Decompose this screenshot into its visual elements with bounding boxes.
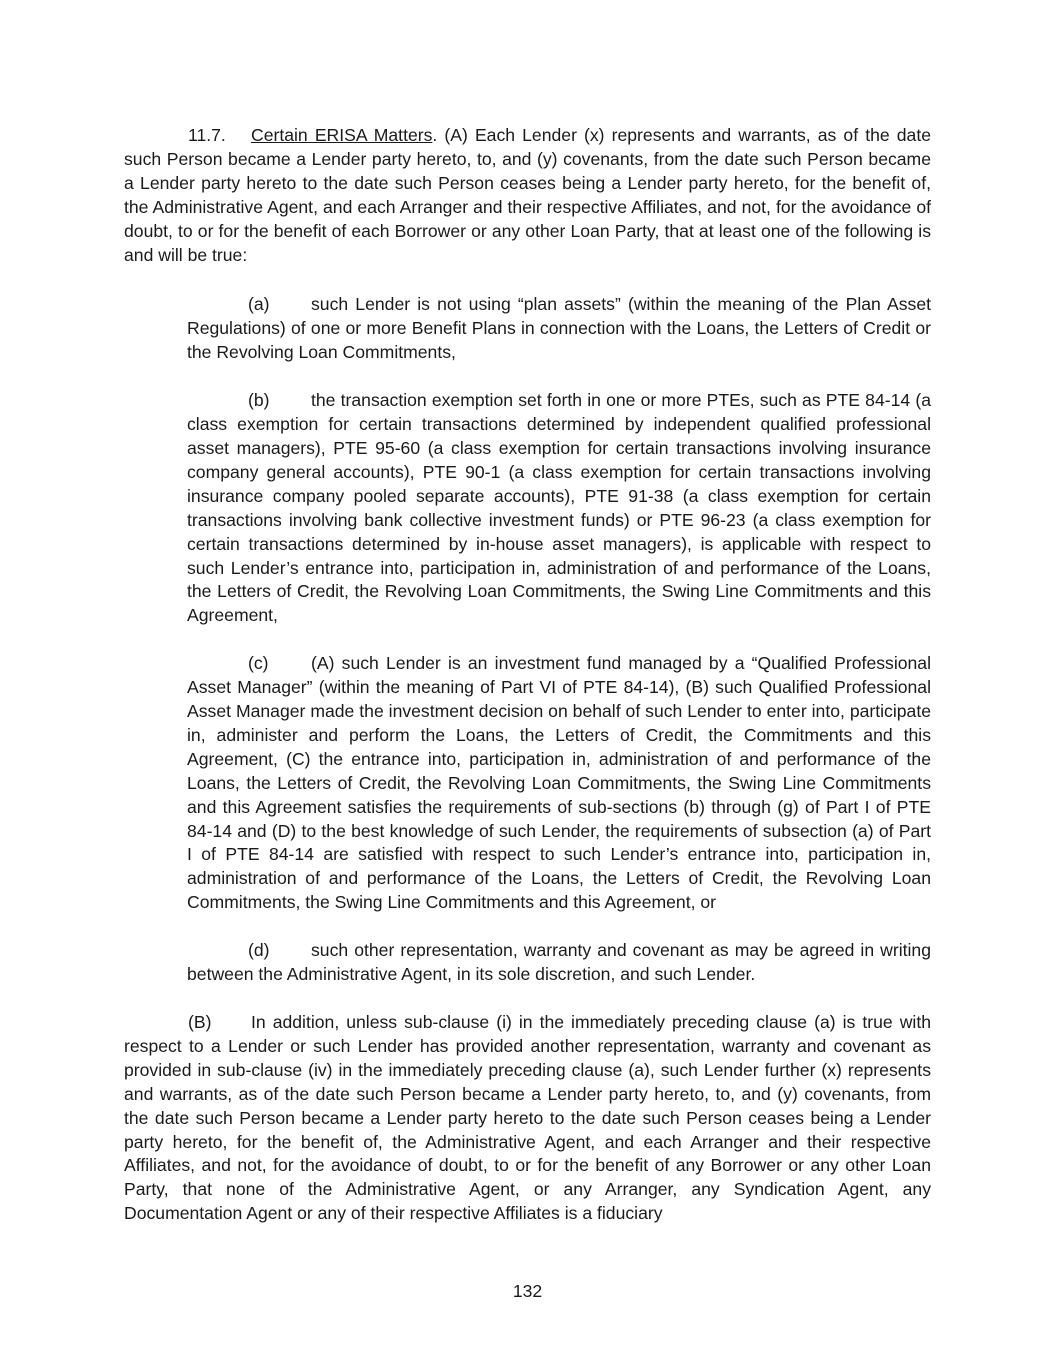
clause-b-label: (b) (248, 390, 270, 411)
clause-a-label: (a) (248, 294, 270, 315)
clause-a-text: such Lender is not using “plan assets” (within the meaning of the Plan Asset Regulations) of one or more Benefit Plans in connection with the Loans, the Letters of Credit or the Revolving Loan Commitments, (187, 294, 931, 363)
clause-c-text: (A) such Lender is an investment fund managed by a “Qualified Professional Asset Manager” (within the meaning of Part VI of PTE 84-14), (B) such Qualified Professional Asset Manager made the investment decision on behalf of such Lender to enter into, participate in, administer and perform the Loans, the Letters of Credit, the Commitments and this Agreement, (C) the entrance into, participation in, administration of and performance of the Loans, the Letters of Credit, the Revolving Loan Commitments, the Swing Line Commitments and this Agreement satisfies the requirements of sub-sections (b) through (g) of Part I of PTE 84-14 and (D) to the best knowledge of such Lender, the requirements of subsection (a) of Part I of PTE 84-14 are satisfied with respect to such Lender’s entrance into, participation in, administration of and performance of the Loans, the Letters of Credit, the Revolving Loan Commitments, the Swing Line Commitments and this Agreement, or (187, 653, 931, 913)
clause-a (187, 293, 931, 365)
clause-b (187, 389, 931, 628)
clause-d-label: (d) (248, 940, 270, 961)
clause-b-text: the transaction exemption set forth in one or more PTEs, such as PTE 84-14 (a class exemption for certain transactions determined by independent qualified professional asset managers), PTE 95-60 (a class exemption for certain transactions involving insurance company general accounts), PTE 90-1 (a class exemption for certain transactions involving insurance company pooled separate accounts), PTE 91-38 (a class exemption for certain transactions involving bank collective investment funds) or PTE 96-23 (a class exemption for certain transactions determined by in-house asset managers), is applicable with respect to such Lender’s entrance into, participation in, administration of and performance of the Loans, the Letters of Credit, the Revolving Loan Commitments, the Swing Line Commitments and this Agreement, (187, 390, 931, 626)
section-intro: . (A) Each Lender (x) represents and warrants, as of the date such Person became a Lender party hereto, to, and (y) covenants, from the date such Person became a Lender party hereto to the date such Person ceases being a Lender party hereto, for the benefit of, the Administrative Agent, and each Arranger and their respective Affiliates, and not, for the avoidance of doubt, to or for the benefit of each Borrower or any other Loan Party, that at least one of the following is and will be true: (124, 125, 931, 265)
section-heading: Certain ERISA Matters (251, 125, 433, 145)
document-page (124, 124, 931, 1226)
clause-d-text: such other representation, warranty and covenant as may be agreed in writing between the Administrative Agent, in its sole discretion, and such Lender. (187, 940, 931, 985)
page-number: 132 (512, 1281, 543, 1301)
clause-c (187, 652, 931, 915)
clause-c-label: (c) (248, 653, 269, 674)
section-number: 11.7. (188, 125, 226, 145)
part-b-text: In addition, unless sub-clause (i) in the immediately preceding clause (a) is true with respect to a Lender or such Lender has provided another representation, warranty and covenant as provided in sub-clause (iv) in the immediately preceding clause (a), such Lender further (x) represents and warrants, as of the date such Person became a Lender party hereto, to, and (y) covenants, from the date such Person became a Lender party hereto to the date such Person ceases being a Lender party hereto, for the benefit of, the Administrative Agent, and each Arranger and their respective Affiliates, and not, for the avoidance of doubt, to or for the benefit of any Borrower or any other Loan Party, that none of the Administrative Agent, or any Arranger, any Syndication Agent, any Documentation Agent or any of their respective Affiliates is a fiduciary (124, 1012, 931, 1224)
section-paragraph (124, 124, 931, 267)
part-b-label: (B) (188, 1012, 212, 1032)
clause-d (187, 939, 931, 987)
part-b-paragraph (124, 1011, 931, 1226)
